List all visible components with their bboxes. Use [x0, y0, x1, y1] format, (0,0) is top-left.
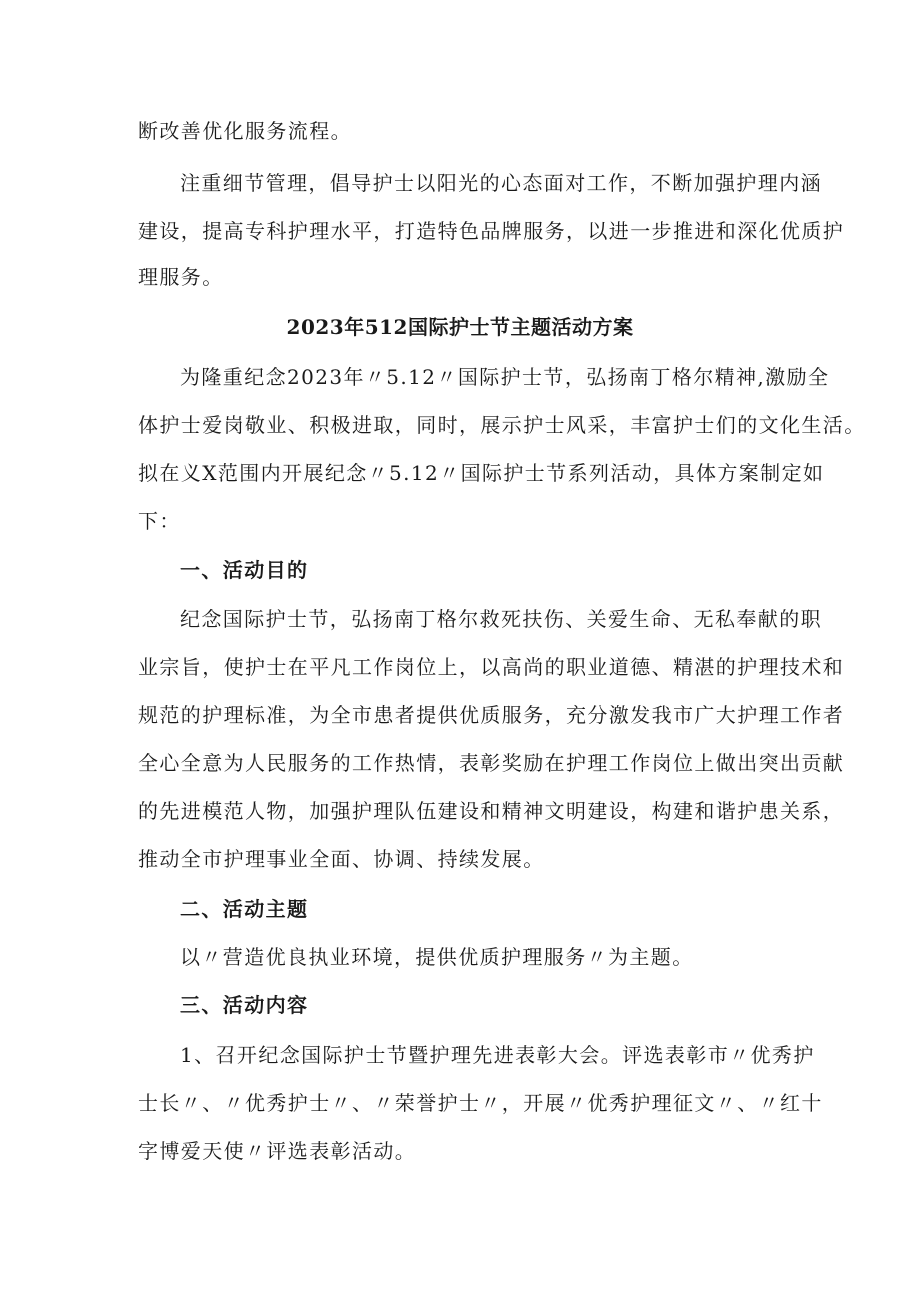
paragraph-line: 建设，提高专科护理水平，打造特色品牌服务，以进一步推进和深化优质护: [138, 219, 845, 243]
document-title: 2023年512国际护士节主题活动方案: [286, 315, 634, 339]
section-heading: 三、活动内容: [180, 993, 309, 1017]
paragraph-line: 断改善优化服务流程。: [138, 119, 352, 143]
paragraph-line: 下：: [138, 509, 181, 533]
paragraph-line: 字博爱天使〃评选表彰活动。: [138, 1139, 417, 1163]
paragraph-line: 注重细节管理，倡导护士以阳光的心态面对工作，不断加强护理内涵: [180, 171, 822, 195]
section-heading: 二、活动主题: [180, 897, 309, 921]
paragraph-line: 以〃营造优良执业环境，提供优质护理服务〃为主题。: [180, 945, 694, 969]
paragraph-line: 拟在义X范围内开展纪念〃5.12〃国际护士节系列活动，具体方案制定如: [138, 461, 825, 485]
paragraph-line: 规范的护理标准，为全市患者提供优质服务，充分激发我市广大护理工作者: [138, 703, 845, 727]
paragraph-line: 推动全市护理事业全面、协调、持续发展。: [138, 847, 545, 871]
paragraph-line: 全心全意为人民服务的工作热情，表彰奖励在护理工作岗位上做出突出贡献: [138, 751, 845, 775]
section-heading: 一、活动目的: [180, 558, 309, 582]
paragraph-line: 1、召开纪念国际护士节暨护理先进表彰大会。评选表彰市〃优秀护: [180, 1043, 815, 1067]
paragraph-line: 理服务。: [138, 265, 224, 289]
paragraph-line: 为隆重纪念2023年〃5.12〃国际护士节，弘扬南丁格尔精神,激励全: [180, 365, 830, 389]
paragraph-line: 的先进模范人物，加强护理队伍建设和精神文明建设，构建和谐护患关系，: [138, 799, 845, 823]
paragraph-line: 士长〃、〃优秀护士〃、〃荣誉护士〃，开展〃优秀护理征文〃、〃红十: [138, 1091, 823, 1115]
paragraph-line: 纪念国际护士节，弘扬南丁格尔救死扶伤、关爱生命、无私奉献的职: [180, 607, 822, 631]
paragraph-line: 业宗旨，使护士在平凡工作岗位上，以高尚的职业道德、精湛的护理技术和: [138, 655, 845, 679]
paragraph-line: 体护士爱岗敬业、积极进取，同时，展示护士风采，丰富护士们的文化生活。: [138, 413, 866, 437]
